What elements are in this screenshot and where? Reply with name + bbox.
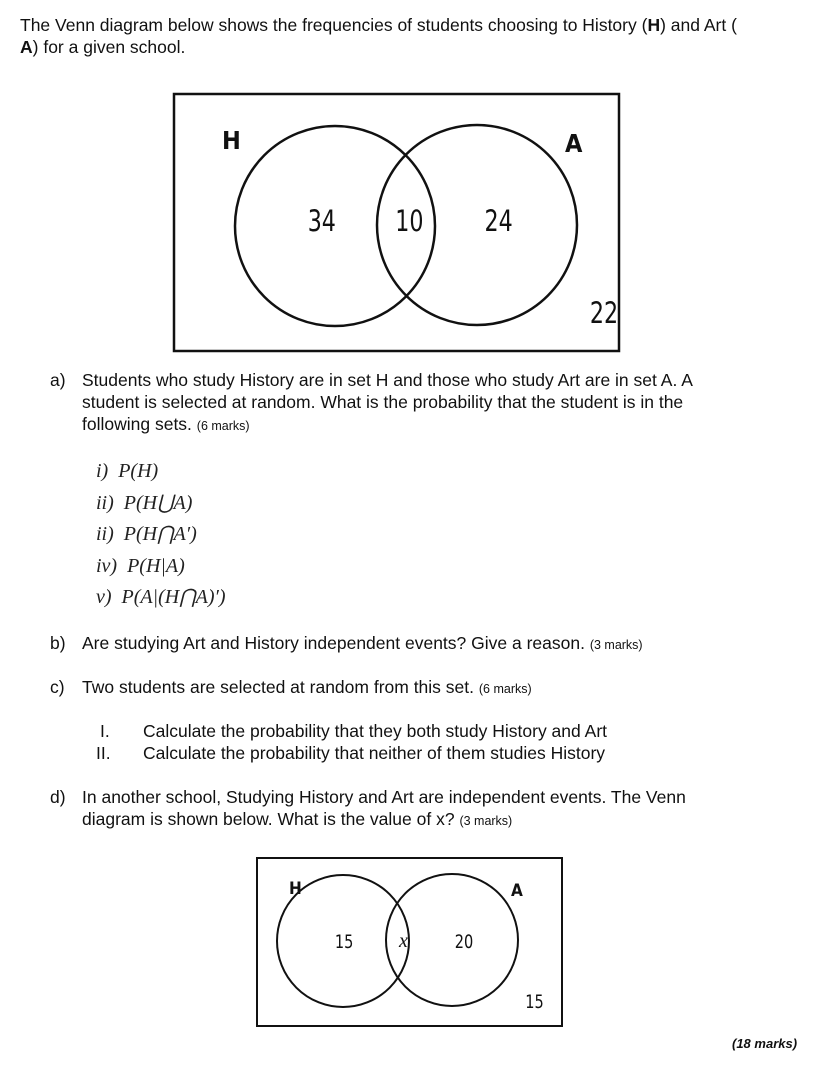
question-a-items	[96, 456, 226, 614]
question-d: d) In another school, Studying History and Art are independent events. The Venn diagram is shown below. What is the value of x? (3 marks)	[50, 787, 686, 829]
set-h-symbol: H	[647, 15, 661, 35]
value-a-only: 24	[484, 205, 513, 239]
marks-b: (3 marks)	[589, 638, 643, 652]
intro-text: The Venn diagram below shows the frequencies of students choosing to History (H) and Art ( A) for a given school.	[20, 15, 737, 57]
item-iv: iv) P(H|A)	[96, 554, 185, 577]
marks-c: (6 marks)	[478, 682, 532, 696]
total-marks: (18 marks)	[732, 1036, 798, 1051]
venn-diagram-2	[255, 856, 565, 1029]
question-d-letter: d)	[50, 787, 66, 807]
question-b: b) Are studying Art and History independent events? Give a reason. (3 marks)	[50, 633, 643, 653]
marks-a: (6 marks)	[196, 419, 250, 433]
set-a-symbol: A	[20, 37, 33, 57]
value-neither-2: 15	[525, 991, 544, 1014]
question-a-letter: a)	[50, 370, 66, 390]
item-i: i) P(H)	[96, 460, 159, 482]
value-neither: 22	[589, 297, 619, 331]
venn-diagram-1	[170, 90, 625, 355]
value-h-only-2: 15	[334, 931, 354, 954]
item-iii: ii) P(H⋂A′)	[96, 523, 197, 545]
item-v: v) P(A|(H⋂A)′)	[96, 586, 226, 608]
question-c-items	[96, 720, 796, 764]
question-a: a) Students who study History are in set H and those who study Art are in set A. A student is selected at random. What is the probability that the student is in the following sets. (6 marks)	[50, 370, 693, 434]
label-h: H	[222, 126, 241, 155]
item-c-II: II. Calculate the probability that neither of them studies History	[96, 743, 606, 763]
label-h-2: H	[289, 879, 302, 899]
label-a-2: A	[511, 881, 523, 901]
question-c: c) Two students are selected at random from this set. (6 marks)	[50, 677, 532, 697]
value-h-only: 34	[307, 205, 336, 239]
question-b-letter: b)	[50, 633, 66, 653]
label-a: A	[565, 129, 583, 158]
question-c-letter: c)	[50, 677, 65, 697]
item-ii: ii) P(H⋃A)	[96, 491, 193, 514]
value-a-only-2: 20	[454, 931, 474, 954]
item-c-I: I. Calculate the probability that they both study History and Art	[100, 721, 608, 741]
value-both-2: x	[399, 930, 408, 952]
value-both: 10	[395, 205, 424, 239]
marks-d: (3 marks)	[459, 814, 513, 828]
